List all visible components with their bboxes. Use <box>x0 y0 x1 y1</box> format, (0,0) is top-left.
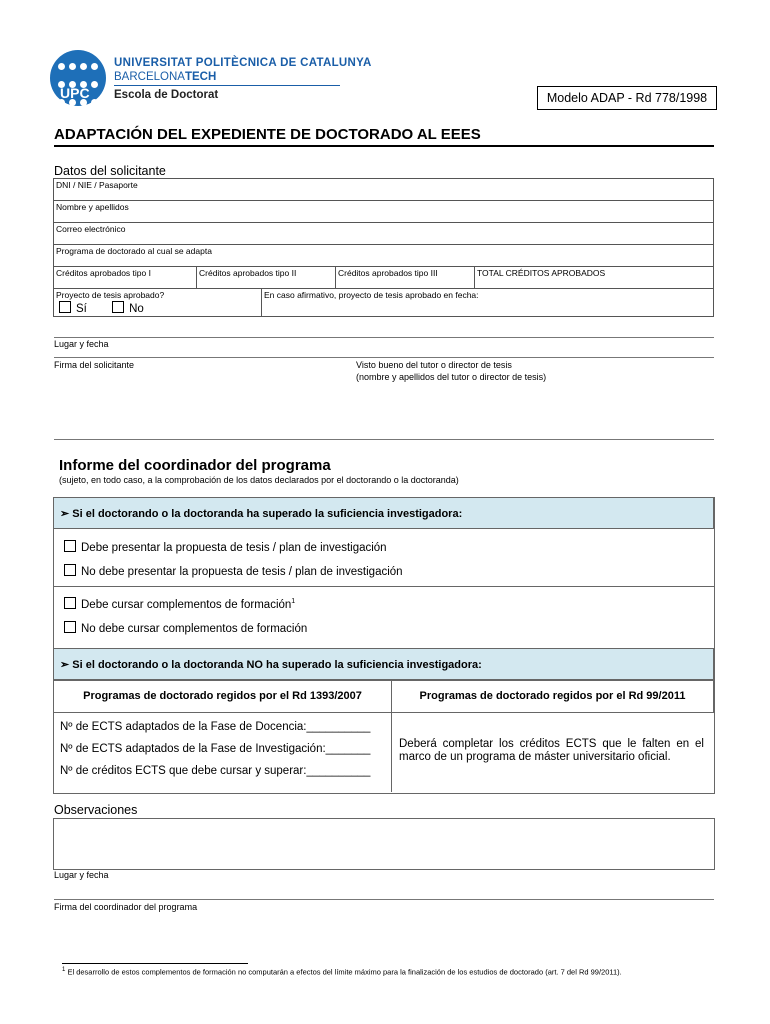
no-complements-checkbox[interactable] <box>64 621 76 633</box>
name-field[interactable]: Nombre y apellidos <box>54 201 714 223</box>
footnote: $^1$ El desarrollo de estos complementos de formación no computarán a efectos del límite máximo para la finalización de los estudios de doctorado (art. 7 del Rd 99/2011). <box>62 967 622 977</box>
option-no-proposal: No debe presentar la propuesta de tesis / plan de investigación <box>64 564 403 578</box>
option-no-complements: No debe cursar complementos de formación <box>64 621 307 635</box>
coord-place-date-label: Lugar y fecha <box>54 870 109 880</box>
observations-field[interactable] <box>53 818 715 870</box>
coord-signature-line <box>54 899 714 900</box>
credits-type2-field[interactable]: Créditos aprobados tipo II <box>197 267 336 289</box>
logo-text: UPC <box>60 85 90 101</box>
option-present-proposal: Debe presentar la propuesta de tesis / plan de investigación <box>64 540 387 554</box>
place-date-line <box>54 337 714 338</box>
yes-label: Sí <box>76 303 87 315</box>
observations-label: Observaciones <box>54 803 138 817</box>
present-proposal-checkbox[interactable] <box>64 540 76 552</box>
page-title: ADAPTACIÓN DEL EXPEDIENTE DE DOCTORADO AL EEES <box>54 126 481 143</box>
signature-line <box>54 357 714 358</box>
applicant-data-table <box>53 178 714 289</box>
option-complements: Debe cursar complementos de formación$^1$ <box>64 597 295 611</box>
university-name: UNIVERSITAT POLITÈCNICA DE CATALUNYA <box>114 57 372 69</box>
credits-type1-field[interactable]: Créditos aprobados tipo I <box>54 267 197 289</box>
no-label: No <box>129 303 144 315</box>
case-not-passed-header: ➢ Si el doctorando o la doctoranda NO ha superado la suficiencia investigadora: <box>53 648 714 680</box>
case-passed-header: ➢ Si el doctorando o la doctoranda ha superado la suficiencia investigadora: <box>53 497 714 529</box>
ects-research-field[interactable]: Nº de ECTS adaptados de la Fase de Investigación:_______ <box>60 743 371 755</box>
email-field[interactable]: Correo electrónico <box>54 223 714 245</box>
thesis-approved-label: Proyecto de tesis aprobado? <box>56 290 165 300</box>
ects-required-field[interactable]: Nº de créditos ECTS que debe cursar y superar:__________ <box>60 765 371 777</box>
place-date-label: Lugar y fecha <box>54 339 109 349</box>
applicant-section-label: Datos del solicitante <box>54 164 166 178</box>
options-divider <box>53 586 714 587</box>
dni-field[interactable]: DNI / NIE / Pasaporte <box>54 179 714 201</box>
credits-type3-field[interactable]: Créditos aprobados tipo III <box>336 267 475 289</box>
footnote-rule <box>62 963 248 964</box>
report-title: Informe del coordinador del programa <box>59 457 331 474</box>
credits-total-field[interactable]: TOTAL CRÉDITOS APROBADOS <box>475 267 714 289</box>
no-checkbox[interactable] <box>112 301 124 313</box>
yes-checkbox[interactable] <box>59 301 71 313</box>
no-proposal-checkbox[interactable] <box>64 564 76 576</box>
tutor-approval-label: Visto bueno del tutor o director de tesis <box>356 360 512 370</box>
column-divider <box>391 713 392 792</box>
applicant-signature-label: Firma del solicitante <box>54 360 135 370</box>
model-reference-box: Modelo ADAP - Rd 778/1998 <box>537 86 717 110</box>
title-underline <box>54 145 714 147</box>
thesis-date-field[interactable]: En caso afirmativo, proyecto de tesis aprobado en fecha: <box>262 289 714 317</box>
upc-logo <box>50 50 106 106</box>
rd99-column-header: Programas de doctorado regidos por el Rd 99/2011 <box>391 680 714 713</box>
ects-teaching-field[interactable]: Nº de ECTS adaptados de la Fase de Docencia:__________ <box>60 721 371 733</box>
header-divider <box>114 85 340 86</box>
program-field[interactable]: Programa de doctorado al cual se adapta <box>54 245 714 267</box>
report-subtitle: (sujeto, en todo caso, a la comprobación de los datos declarados por el doctorando o la doctoranda) <box>59 475 459 485</box>
complements-checkbox[interactable] <box>64 597 76 609</box>
thesis-approved-cell <box>54 289 262 317</box>
rd1393-column-header: Programas de doctorado regidos por el Rd 1393/2007 <box>53 680 392 713</box>
section-divider <box>54 439 714 440</box>
tutor-name-label: (nombre y apellidos del tutor o director de tesis) <box>356 372 547 382</box>
rd99-instruction: Deberá completar los créditos ECTS que le falten en el marco de un programa de máster universitario oficial. <box>399 738 704 763</box>
thesis-table <box>53 288 714 317</box>
coord-signature-label: Firma del coordinador del programa <box>54 902 198 912</box>
campus-name: BARCELONATECH <box>114 71 217 83</box>
school-name: Escola de Doctorat <box>114 89 219 101</box>
